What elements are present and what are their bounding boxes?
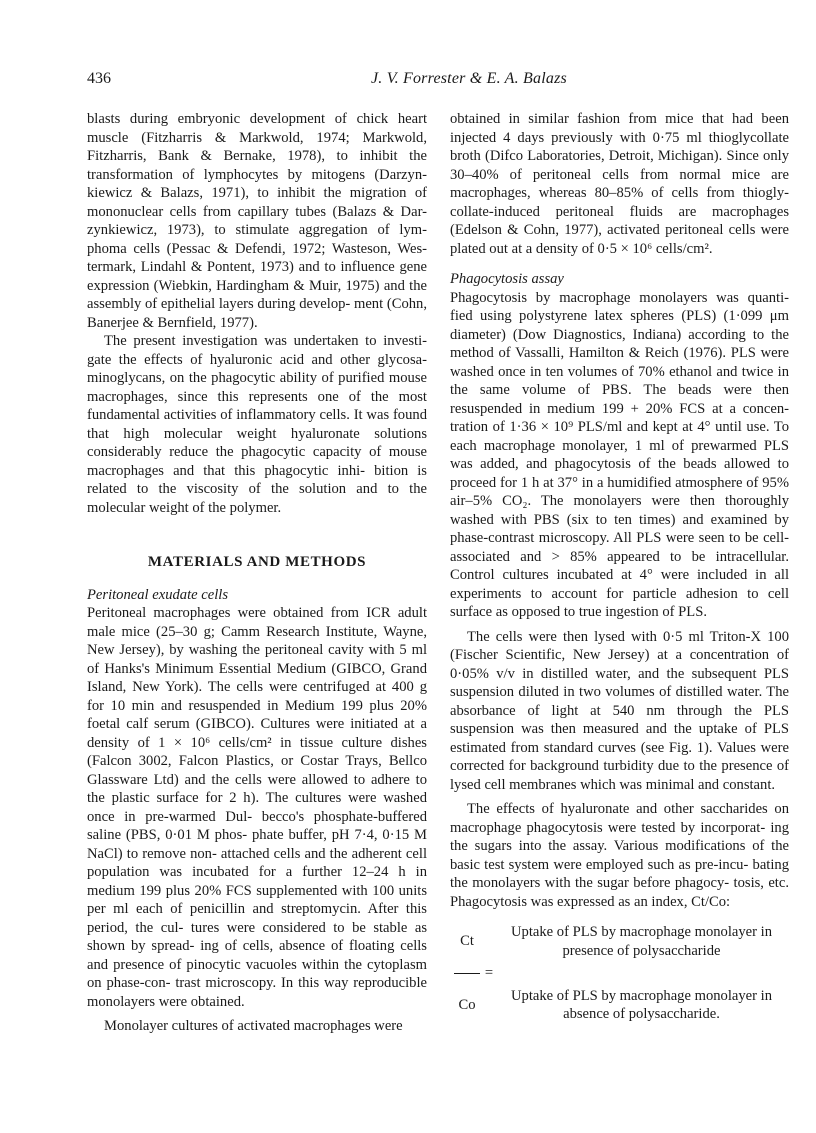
paragraph: Monolayer cultures of activated macrophages were — [104, 1018, 403, 1034]
subheading: Peritoneal exudate cells — [87, 586, 229, 603]
formula-ct: Ct — [460, 933, 474, 950]
subheading: Phagocytosis assay — [450, 271, 564, 287]
paragraph: Phagocytosis by macrophage monolayers was quanti- fied using polystyrene latex spheres (PLS) (1·099 μm diameter) (Dow Diagnostics, Indiana) according to the method of Vassalli, Hamilton & Reich (1976). PLS were washed once in ten volumes of 70% ethanol and twice in the same volume of PBS. The beads were then resuspended in medium 199 + 20% FCS at a concen- tration of 1·36 × 10⁹ PLS/ml and kept at 4° until use. To each macrophage monolayer, 1 ml of prewarmed PLS was added, and phagocytosis of the beads allowed to proceed for 1 h at 37° in a humidified atmosphere of 95% air–5% CO₂. The monolayers were then thoroughly washed with PBS (six to ten times) and examined by phase-contrast microscopy. All PLS were seen to be cell-associated and > 85% appeared to be intracellular. Control cultures incubated at 4° were included in all experiments to account for particle adhesion to cell surface as opposed to true ingestion of PLS. — [450, 289, 789, 620]
formula-equals: = — [484, 965, 494, 981]
running-head-authors: J. V. Forrester & E. A. Balazs — [371, 70, 567, 87]
paragraph: The present investigation was undertaken to investi- gate the effects of hyaluronic acid and other glycosa- minoglycans, on the phagocytic ability of purified mouse macrophages, since this represents one of the most fundamental activities of inflammatory cells. It was found that high molecular weight hyaluronate solutions considerably reduce the phagocytic capacity of mouse macrophages and that this phagocytic inhi- bition is related to the viscosity of the solution and to the molecular weight of the polymer. — [87, 333, 427, 516]
fraction-bar — [454, 973, 480, 974]
paragraph: obtained in similar fashion from mice that had been injected 4 days previously with 0·75 ml thioglycollate broth (Difco Laboratories, Detroit, Michigan). Since only 30–40% of peritoneal cells from normal mice are macrophages, whereas 80–85% of cells from thiogly- collate-induced peritoneal fluids are macrophages (Edelson & Cohn, 1977), activated peritoneal cells were plated out at a density of 0·5 × 10⁶ cells/cm². — [450, 111, 789, 257]
formula-denominator-row — [450, 985, 789, 1026]
section-heading: MATERIALS AND METHODS — [147, 554, 367, 570]
right-column — [450, 110, 789, 1026]
formula-numerator-row — [450, 921, 789, 962]
formula-numerator-text: Uptake of PLS by macrophage monolayer in presence of polysaccharide — [511, 924, 772, 959]
formula-co: Co — [458, 996, 476, 1013]
paragraph: The cells were then lysed with 0·5 ml Triton-X 100 (Fischer Scientific, New Jersey) at a concentration of 0·05% v/v in distilled water, and the subsequent PLS suspension diluted in two volumes of distilled water. The absorbance of light at 540 nm through the PLS suspension was then measured and the uptake of PLS estimated from standard curves (see Fig. 1). Values were corrected for background turbidity due to the presence of lysed cell membranes which was minimal and constant. — [450, 628, 789, 793]
paragraph: blasts during embryonic development of chick heart muscle (Fitzharris & Markwold, 1974; Markwold, Fitzharris, Bank & Bernake, 1978), to inhibit the transformation of lymphocytes by mitogens (Darzyn- kiewicz & Balazs, 1971), to inhibit the migration of mononuclear cells from capillary tubes (Balazs & Dar- zynkiewicz, 1973), to stimulate aggregation of lym- phoma cells (Pessac & Defendi, 1972; Wasteson, Wes- termark, Lindahl & Pontent, 1973) and to influence gene expression (Wiebkin, Hardingham & Muir, 1975) and the assembly of epithelial layers during develop- ment (Cohn, Banerjee & Bernfield, 1977). — [87, 111, 427, 331]
page-header — [87, 70, 754, 94]
formula-fraction-bars — [450, 964, 789, 983]
paragraph: Peritoneal macrophages were obtained from ICR adult male mice (25–30 g; Camm Research Institute, Wayne, New Jersey), by washing the peritoneal cavity with 5 ml of Hanks's Minimum Essential Medium (GIBCO, Grand Island, New York). The cells were centrifuged at 400 g for 10 min and resuspended in Medium 199 plus 20% foetal calf serum (GIBCO). Cultures were initiated at a density of 1 × 10⁶ cells/cm² in tissue culture dishes (Falcon 3002, Falcon Plastics, or Costar Trays, Bellco Glassware Ltd) and the cells were allowed to adhere to the plastic surface for 2 h). The cultures were washed once in pre-warmed Dul- becco's phosphate-buffered saline (PBS, 0·01 M phos- phate buffer, pH 7·4, 0·15 M NaCl) to remove non- attached cells and the adherent cell population was incubated for a further 12–24 h in medium 199 plus 20% FCS supplemented with 100 units per ml each of penicillin and streptomycin. After this period, the cul- tures were considered to be stable as shown by spread- ing of cells, absence of floating cells and presence of pinocytic vacuoles within the cytoplasm on phase-con- trast microscopy. In this way reproducible monolayers were obtained. — [87, 605, 427, 1010]
left-column — [87, 110, 427, 1036]
page-number: 436 — [87, 70, 111, 87]
formula-denominator-text: Uptake of PLS by macrophage monolayer in absence of polysaccharide. — [511, 987, 772, 1022]
paragraph: The effects of hyaluronate and other saccharides on macrophage phagocytosis were tested by incorporat- ing the sugars into the assay. Various modifications of the basic test system were employed such as pre-incu- bating the monolayers with the sugar before phagocy- tosis, etc. Phagocytosis was expressed as an index, Ct/Co: — [450, 801, 789, 910]
phagocytic-index-formula — [450, 921, 789, 1026]
